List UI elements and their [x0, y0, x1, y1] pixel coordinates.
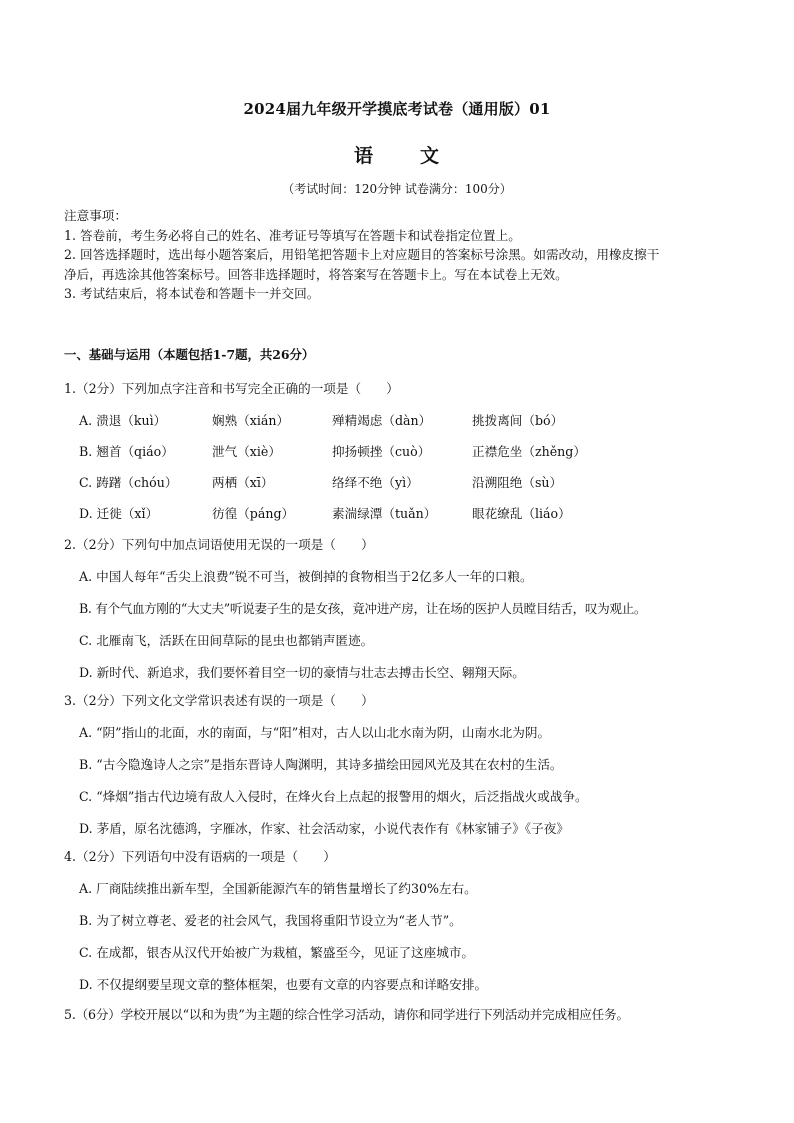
notice-item-1: 1. 答卷前，考生务必将自己的姓名、准考证号等填写在答题卡和试卷指定位置上。: [64, 227, 521, 243]
subject-char-2: 文: [420, 145, 441, 167]
question-4-option-c: C. 在成都，银杏从汉代开始被广为栽植，繁盛至今，见证了这座城市。: [79, 945, 475, 960]
question-2-option-d: D. 新时代、新追求，我们要怀着目空一切的豪情与壮志去搏击长空、翱翔天际。: [79, 665, 525, 680]
option-cell: 眼花缭乱（liáo）: [472, 506, 571, 521]
question-3-option-b: B. “古今隐逸诗人之宗”是指东晋诗人陶渊明，其诗多描绘田园风光及其在农村的生活。: [79, 757, 563, 772]
question-1-row-b: [79, 441, 719, 459]
notice-heading: 注意事项：: [64, 208, 127, 223]
option-cell: A. 溃退（kuì）: [79, 413, 167, 428]
question-2-option-a: A. 中国人每年“舌尖上浪费”锐不可当，被倒掉的食物相当于2亿多人一年的口粮。: [79, 569, 533, 584]
question-4-stem: 4.（2分）下列语句中没有语病的一项是（ ）: [64, 849, 336, 864]
question-3-option-d: D. 茅盾，原名沈德鸿，字雁冰，作家、社会活动家，小说代表作有《林家铺子》《子夜》: [79, 821, 569, 836]
notice-item-2-line-2: 净后，再选涂其他答案标号。回答非选择题时，将答案写在答题卡上。写在本试卷上无效。: [64, 266, 568, 282]
question-1-row-d: [79, 503, 719, 521]
notice-item-2-line-1: 2. 回答选择题时，选出每小题答案后，用铅笔把答题卡上对应题目的答案标号涂黑。如需改动，用橡皮擦干: [64, 247, 660, 262]
exam-info: （考试时间：120分钟 试卷满分：100分）: [282, 182, 512, 196]
question-2-option-b: B. 有个气血方刚的“大丈夫”听说妻子生的是女孩，竟冲进产房，让在场的医护人员瞠目结舌，叹为观止。: [79, 601, 647, 616]
option-cell: 抑扬顿挫（cuò）: [332, 444, 431, 459]
option-cell: 殚精竭虑（dàn）: [332, 413, 432, 428]
section-heading: 一、基础与运用（本题包括1-7题，共26分）: [64, 347, 315, 362]
notice-block: [64, 206, 744, 304]
option-cell: 泄气（xiè）: [212, 444, 281, 459]
question-1-row-a: [79, 410, 719, 428]
question-4-option-b: B. 为了树立尊老、爱老的社会风气，我国将重阳节设立为“老人节”。: [79, 913, 462, 928]
question-3-option-a: A. “阴”指山的北面，水的南面，与“阳”相对，古人以山北水南为阴，山南水北为阴。: [79, 725, 551, 740]
option-cell: C. 踌躇（chóu）: [79, 475, 178, 490]
option-cell: 素湍绿潭（tuǎn）: [332, 506, 437, 521]
question-2-option-c: C. 北雁南飞，活跃在田间草际的昆虫也都销声匿迹。: [79, 633, 374, 648]
option-cell: 正襟危坐（zhěng）: [472, 444, 586, 459]
option-cell: 娴熟（xián）: [212, 413, 290, 428]
question-1-stem: 1.（2分）下列加点字注音和书写完全正确的一项是（ ）: [64, 381, 399, 396]
question-5-stem: 5.（6分）学校开展以“以和为贵”为主题的综合性学习活动，请你和同学进行下列活动并完成相应任务。: [64, 1007, 629, 1022]
question-4-option-d: D. 不仅提纲要呈现文章的整体框架，也要有文章的内容要点和详略安排。: [79, 977, 488, 992]
option-cell: B. 翘首（qiáo）: [79, 444, 174, 459]
question-3-stem: 3.（2分）下列文化文学常识表述有误的一项是（ ）: [64, 693, 374, 708]
option-cell: 络绎不绝（yì）: [332, 475, 419, 490]
question-1-row-c: [79, 472, 719, 490]
option-cell: D. 迁徙（xǐ）: [79, 506, 159, 521]
question-2-stem: 2.（2分）下列句中加点词语使用无误的一项是（ ）: [64, 537, 374, 552]
question-4-option-a: A. 厂商陆续推出新车型，全国新能源汽车的销售量增长了约30%左右。: [79, 881, 477, 896]
option-cell: 两栖（xī）: [212, 475, 274, 490]
option-cell: 沿溯阻绝（sù）: [472, 475, 563, 490]
subject-char-1: 语: [353, 145, 374, 167]
subject-heading: [0, 141, 794, 168]
notice-item-3: 3. 考试结束后，将本试卷和答题卡一并交回。: [64, 286, 320, 301]
option-cell: 挑拨离间（bó）: [472, 413, 564, 428]
question-3-option-c: C. “烽烟”指古代边境有敌人入侵时，在烽火台上点起的报警用的烟火，后泛指战火或战争。: [79, 789, 588, 804]
option-cell: 彷徨（páng）: [212, 506, 295, 521]
exam-title: 2024届九年级开学摸底考试卷（通用版）01: [243, 100, 551, 118]
